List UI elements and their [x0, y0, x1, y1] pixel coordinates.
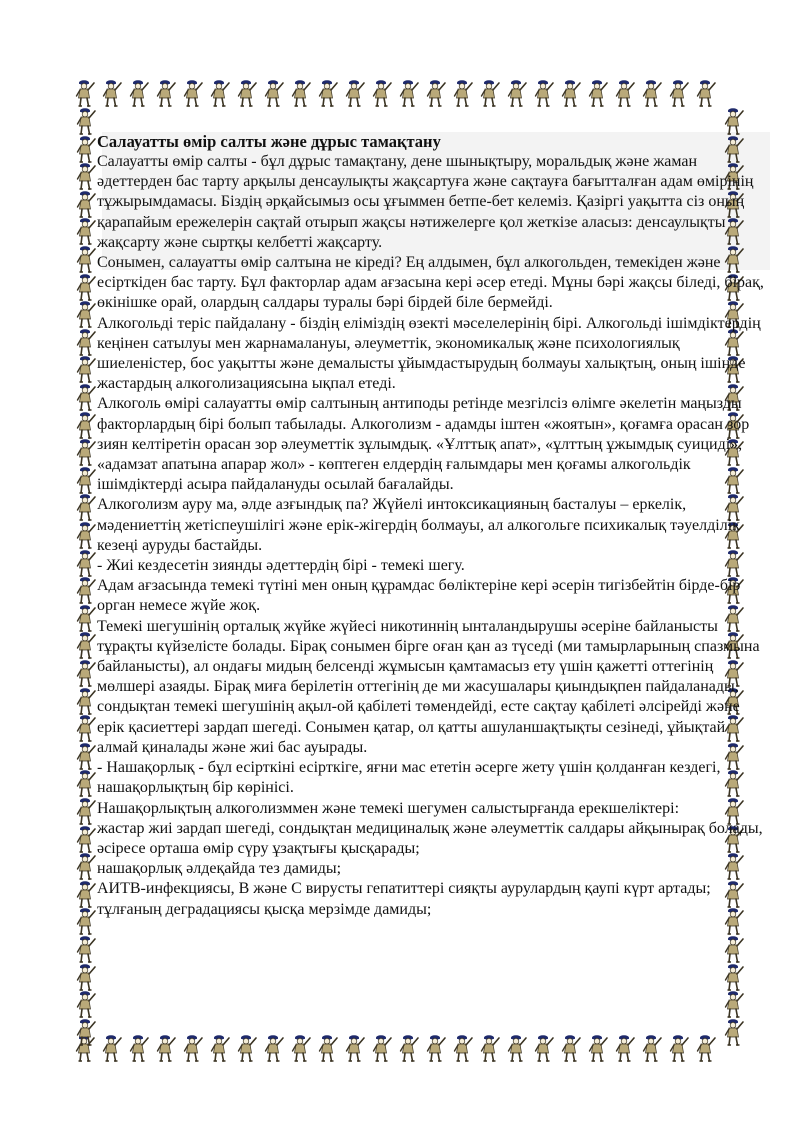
waving-person-icon [264, 1035, 286, 1063]
waving-person-icon [76, 660, 98, 688]
document-title: Салауатты өмір салты және дұрыс тамақтану [97, 132, 441, 151]
waving-person-icon [76, 1019, 98, 1047]
waving-person-icon [318, 1035, 340, 1063]
waving-person-icon [76, 881, 98, 909]
paragraph: Адам ағзасында темекі түтіні мен оның құрамдас бөліктеріне кері әсерін тигізбейтін бірде-бір орган немесе жүйе жоқ. [97, 577, 741, 615]
waving-person-icon [76, 439, 98, 467]
waving-person-icon [76, 246, 98, 274]
waving-person-icon [642, 1035, 664, 1063]
waving-person-icon [129, 1035, 151, 1063]
waving-person-icon [642, 80, 664, 108]
paragraph: Сонымен, салауатты өмір салтына не кіреді? Ең алдымен, бұл алкогольден, темекіден және есірткіден бас тарту. Бұл факторлар адам ағзасына кері әсер етеді. Мұны бәрі жақсы біледі, бірақ, өкінішке орай, олардың салдары туралы бәрі бірдей біле бермейді. [97, 254, 764, 312]
waving-person-icon [480, 1035, 502, 1063]
waving-person-icon [76, 384, 98, 412]
waving-person-icon [76, 908, 98, 936]
waving-person-icon [183, 1035, 205, 1063]
waving-person-icon [696, 80, 718, 108]
waving-person-icon [318, 80, 340, 108]
waving-person-icon [156, 80, 178, 108]
waving-person-icon [76, 356, 98, 384]
paragraph: - Жиі кездесетін зиянды әдеттердің бірі - темекі шегу. [97, 557, 465, 575]
waving-person-icon [129, 80, 151, 108]
waving-person-icon [76, 798, 98, 826]
paragraph: Темекі шегушінің орталық жүйке жүйесі никотиннің ынталандырушы әсеріне байланысты тұрақты күйзелісте болады. Бірақ сонымен бірге оған қан аз түседі (ми тамырларының спазмына байланысты), ал ондағы мидың белсенді жұмысын қамтамасыз ету үшін қажетті оттегінің мөлшері азаяды. Бірақ миға берілетін оттегінің де ми жасушалары қиындықпен пайдаланады, сондықтан темекі шегушінің ақыл-ой қабілеті төмендейді, есте сақтау қабілеті әлсірейді және ерік қасиеттері зардап шегеді. Сонымен қатар, ол қатты ашуланшақтықты сезінеді, ұйықтай алмай қиналады және жиі бас ауырады. [97, 617, 760, 756]
waving-person-icon [507, 80, 529, 108]
waving-person-icon [561, 80, 583, 108]
waving-person-icon [237, 80, 259, 108]
waving-person-icon [507, 1035, 529, 1063]
waving-person-icon [534, 1035, 556, 1063]
list-item: тұлғаның деградациясы қысқа мерзімде дамиды; [97, 900, 432, 918]
waving-person-icon [76, 991, 98, 1019]
paragraph: Нашақорлықтың алкоголизммен және темекі шегумен салыстырғанда ерекшеліктері: [97, 799, 680, 817]
waving-person-icon [76, 494, 98, 522]
waving-person-icon [669, 80, 691, 108]
waving-person-icon [102, 1035, 124, 1063]
waving-person-icon [76, 964, 98, 992]
waving-person-icon [76, 550, 98, 578]
waving-person-icon [76, 136, 98, 164]
waving-person-icon [264, 80, 286, 108]
waving-person-icon [669, 1035, 691, 1063]
list-item: жастар жиі зардап шегеді, сондықтан медициналық және әлеуметтік салдары айқынырақ болады, әсіресе орташа өмір сүру ұзақтығы қысқарады; [97, 819, 763, 857]
waving-person-icon [76, 274, 98, 302]
waving-person-icon [76, 218, 98, 246]
waving-person-icon [372, 80, 394, 108]
waving-person-icon [615, 80, 637, 108]
waving-person-icon [76, 163, 98, 191]
paragraph: Алкоголь өмірі салауатты өмір салтының антиподы ретінде мезгілсіз өлімге әкелетін маңызды факторлардың бірі болып табылады. Алкоголизм - адамды іштен «жоятын», қоғамға орасан зор зиян келтіретін орасан зор әлеуметтік зұлымдық. «Ұлттық апат», «ұлттың ұжымдық суициді», «адамзат апатына апарар жол» - көптеген елдердің ғалымдары мен қоғамы алкогольдік ішімдіктерді асыра пайдалануды осылай бағалайды. [97, 395, 750, 494]
waving-person-icon [588, 80, 610, 108]
waving-person-icon [453, 1035, 475, 1063]
waving-person-icon [696, 1035, 718, 1063]
waving-person-icon [102, 80, 124, 108]
waving-person-icon [76, 715, 98, 743]
waving-person-icon [76, 412, 98, 440]
waving-person-icon [426, 80, 448, 108]
waving-person-icon [76, 743, 98, 771]
paragraph: - Нашақорлық - бұл есірткіні есірткіге, яғни мас ететін әсерге жету үшін қолданған кездегі, нашақорлықтың бір көрінісі. [97, 759, 721, 797]
waving-person-icon [534, 80, 556, 108]
waving-person-icon [76, 577, 98, 605]
waving-person-icon [75, 80, 97, 108]
waving-person-icon [345, 1035, 367, 1063]
waving-person-icon [76, 329, 98, 357]
waving-person-icon [76, 770, 98, 798]
waving-person-icon [76, 522, 98, 550]
waving-person-icon [237, 1035, 259, 1063]
waving-person-icon [372, 1035, 394, 1063]
waving-person-icon [480, 80, 502, 108]
waving-person-icon [76, 108, 98, 136]
waving-person-icon [76, 467, 98, 495]
list-item: нашақорлық әлдеқайда тез дамиды; [97, 860, 342, 878]
waving-person-icon [76, 191, 98, 219]
waving-person-icon [76, 853, 98, 881]
list-item: АИТВ-инфекциясы, В және С вирусты гепатиттері сияқты аурулардың қаупі күрт артады; [97, 880, 711, 898]
waving-person-icon [399, 80, 421, 108]
waving-person-icon [291, 80, 313, 108]
waving-person-icon [615, 1035, 637, 1063]
waving-person-icon [588, 1035, 610, 1063]
waving-person-icon [561, 1035, 583, 1063]
paragraph: Алкогольді теріс пайдалану - біздің еліміздің өзекті мәселелерінің бірі. Алкогольді ішімдіктердің кеңінен сатылуы мен жарнамалануы, әлеуметтік, экономикалық және психологиялық шиеленістер, бос уақытты және демалысты ұйымдастырудың болмауы халықтың, оның ішінде жастардың алкоголизациясына ықпал етеді. [97, 314, 761, 393]
waving-person-icon [76, 936, 98, 964]
waving-person-icon [156, 1035, 178, 1063]
waving-person-icon [426, 1035, 448, 1063]
waving-person-icon [76, 605, 98, 633]
waving-person-icon [291, 1035, 313, 1063]
waving-person-icon [210, 1035, 232, 1063]
document-body [97, 132, 770, 1032]
paragraph: Алкоголизм ауру ма, әлде азғындық па? Жүйелі интоксикацияның басталуы – еркелік, мәдениеттің жетіспеушілігі және ерік-жігердің болмауы, ал алкогольге психикалық тәуелділік кезеңі ауруды бастайды. [97, 496, 740, 554]
waving-person-icon [183, 80, 205, 108]
waving-person-icon [453, 80, 475, 108]
waving-person-icon [345, 80, 367, 108]
waving-person-icon [76, 826, 98, 854]
waving-person-icon [76, 632, 98, 660]
waving-person-icon [76, 301, 98, 329]
waving-person-icon [210, 80, 232, 108]
waving-person-icon [399, 1035, 421, 1063]
paragraph: Салауатты өмір салты - бұл дұрыс тамақтану, дене шынықтыру, моральдық және жаман әдеттерден бас тарту арқылы денсаулықты жақсартуға және сақтауға бағытталған адам өмірінің тұжырымдамасы. Біздің әрқайсымыз осы ұғыммен бетпе-бет келеміз. Қазіргі уақытта сіз оның қарапайым ережелерін сақтай отырып жақсы нәтижелерге қол жеткізе аласыз: денсаулықты жақсарту және сыртқы келбетті жақсарту. [97, 153, 754, 251]
waving-person-icon [76, 688, 98, 716]
